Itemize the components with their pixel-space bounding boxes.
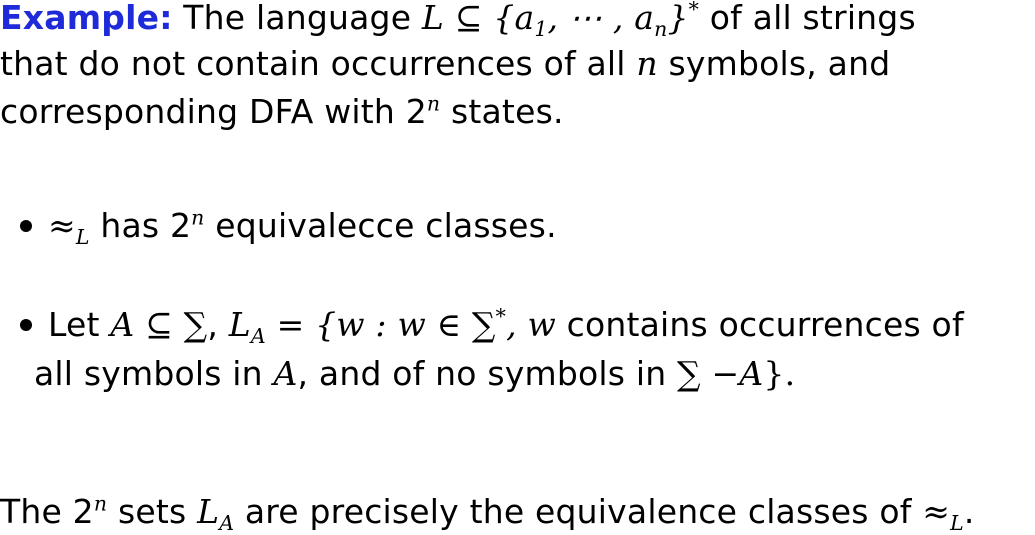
math-set-open: {a <box>493 0 535 37</box>
bullet-1-text-a: has 2 <box>89 206 192 245</box>
bullet-2-comma: , <box>207 305 229 344</box>
bullet-item-2 <box>20 304 964 349</box>
math-set-close: } <box>667 0 689 37</box>
math-dots: , ⋯ , a <box>547 0 655 37</box>
math-kleene-star: * <box>495 304 507 329</box>
math-kleene-star: * <box>688 0 700 22</box>
math-A: A <box>110 305 135 344</box>
bullet-1-text-b: equivalecce classes. <box>204 206 557 245</box>
math-approx: ≈ <box>922 492 951 531</box>
bullet-2-text-a: contains occurrences of <box>555 305 964 344</box>
example-line-3 <box>0 92 564 132</box>
math-alphabet-set <box>493 0 700 42</box>
math-sigma: ∑ <box>183 305 208 344</box>
math-subscript-n: n <box>654 17 668 42</box>
math-minus: − <box>700 354 740 393</box>
math-n: n <box>636 44 658 83</box>
math-sigma: ∑ <box>677 354 701 393</box>
math-A: A <box>273 354 298 393</box>
math-approx: ≈ <box>48 206 76 245</box>
example-text-tail: of all strings <box>699 0 916 37</box>
conclusion-text-a: The 2 <box>0 492 94 531</box>
math-subscript-L: L <box>75 225 90 250</box>
bullet-2-line2-a: all symbols in <box>34 354 274 393</box>
bullet-dot-icon <box>20 319 32 331</box>
math-set-builder: = {w : w ∈ <box>265 305 472 344</box>
math-subseteq: ⊆ <box>134 305 184 344</box>
math-set-close: }. <box>763 354 796 393</box>
example-line-2 <box>0 44 890 84</box>
math-subscript-L: L <box>950 511 964 535</box>
bullet-dot-icon <box>20 220 32 232</box>
conclusion-text-b: sets <box>107 492 198 531</box>
bullet-item-1 <box>20 205 557 250</box>
math-subscript-1: 1 <box>534 17 548 42</box>
example-text-3b: states. <box>440 92 564 131</box>
math-subseteq: ⊆ <box>444 0 494 37</box>
math-exponent-n: n <box>93 491 108 516</box>
example-text: The language <box>172 0 422 37</box>
math-w: , w <box>506 305 556 344</box>
conclusion-end: . <box>963 492 975 531</box>
math-L: L <box>228 305 251 344</box>
math-exponent-n: n <box>191 205 205 230</box>
math-exponent-n: n <box>426 91 441 116</box>
math-A: A <box>739 354 764 393</box>
bullet-2-let: Let <box>48 305 111 344</box>
example-line-1 <box>0 0 916 42</box>
math-L: L <box>421 0 445 37</box>
example-text-3a: corresponding DFA with 2 <box>0 92 427 131</box>
math-L: L <box>197 492 220 531</box>
example-text-2a: that do not contain occurrences of all <box>0 44 637 83</box>
math-subscript-A: A <box>219 511 235 535</box>
math-sigma: ∑ <box>471 305 496 344</box>
conclusion-text-c: are precisely the equivalence classes of <box>234 492 923 531</box>
math-subscript-A: A <box>250 324 266 349</box>
conclusion-line <box>0 491 975 535</box>
example-keyword: Example: <box>0 0 173 37</box>
bullet-item-2-continued <box>34 354 795 394</box>
bullet-2-line2-b: , and of no symbols in <box>297 354 678 393</box>
example-text-2b: symbols, and <box>657 44 891 83</box>
